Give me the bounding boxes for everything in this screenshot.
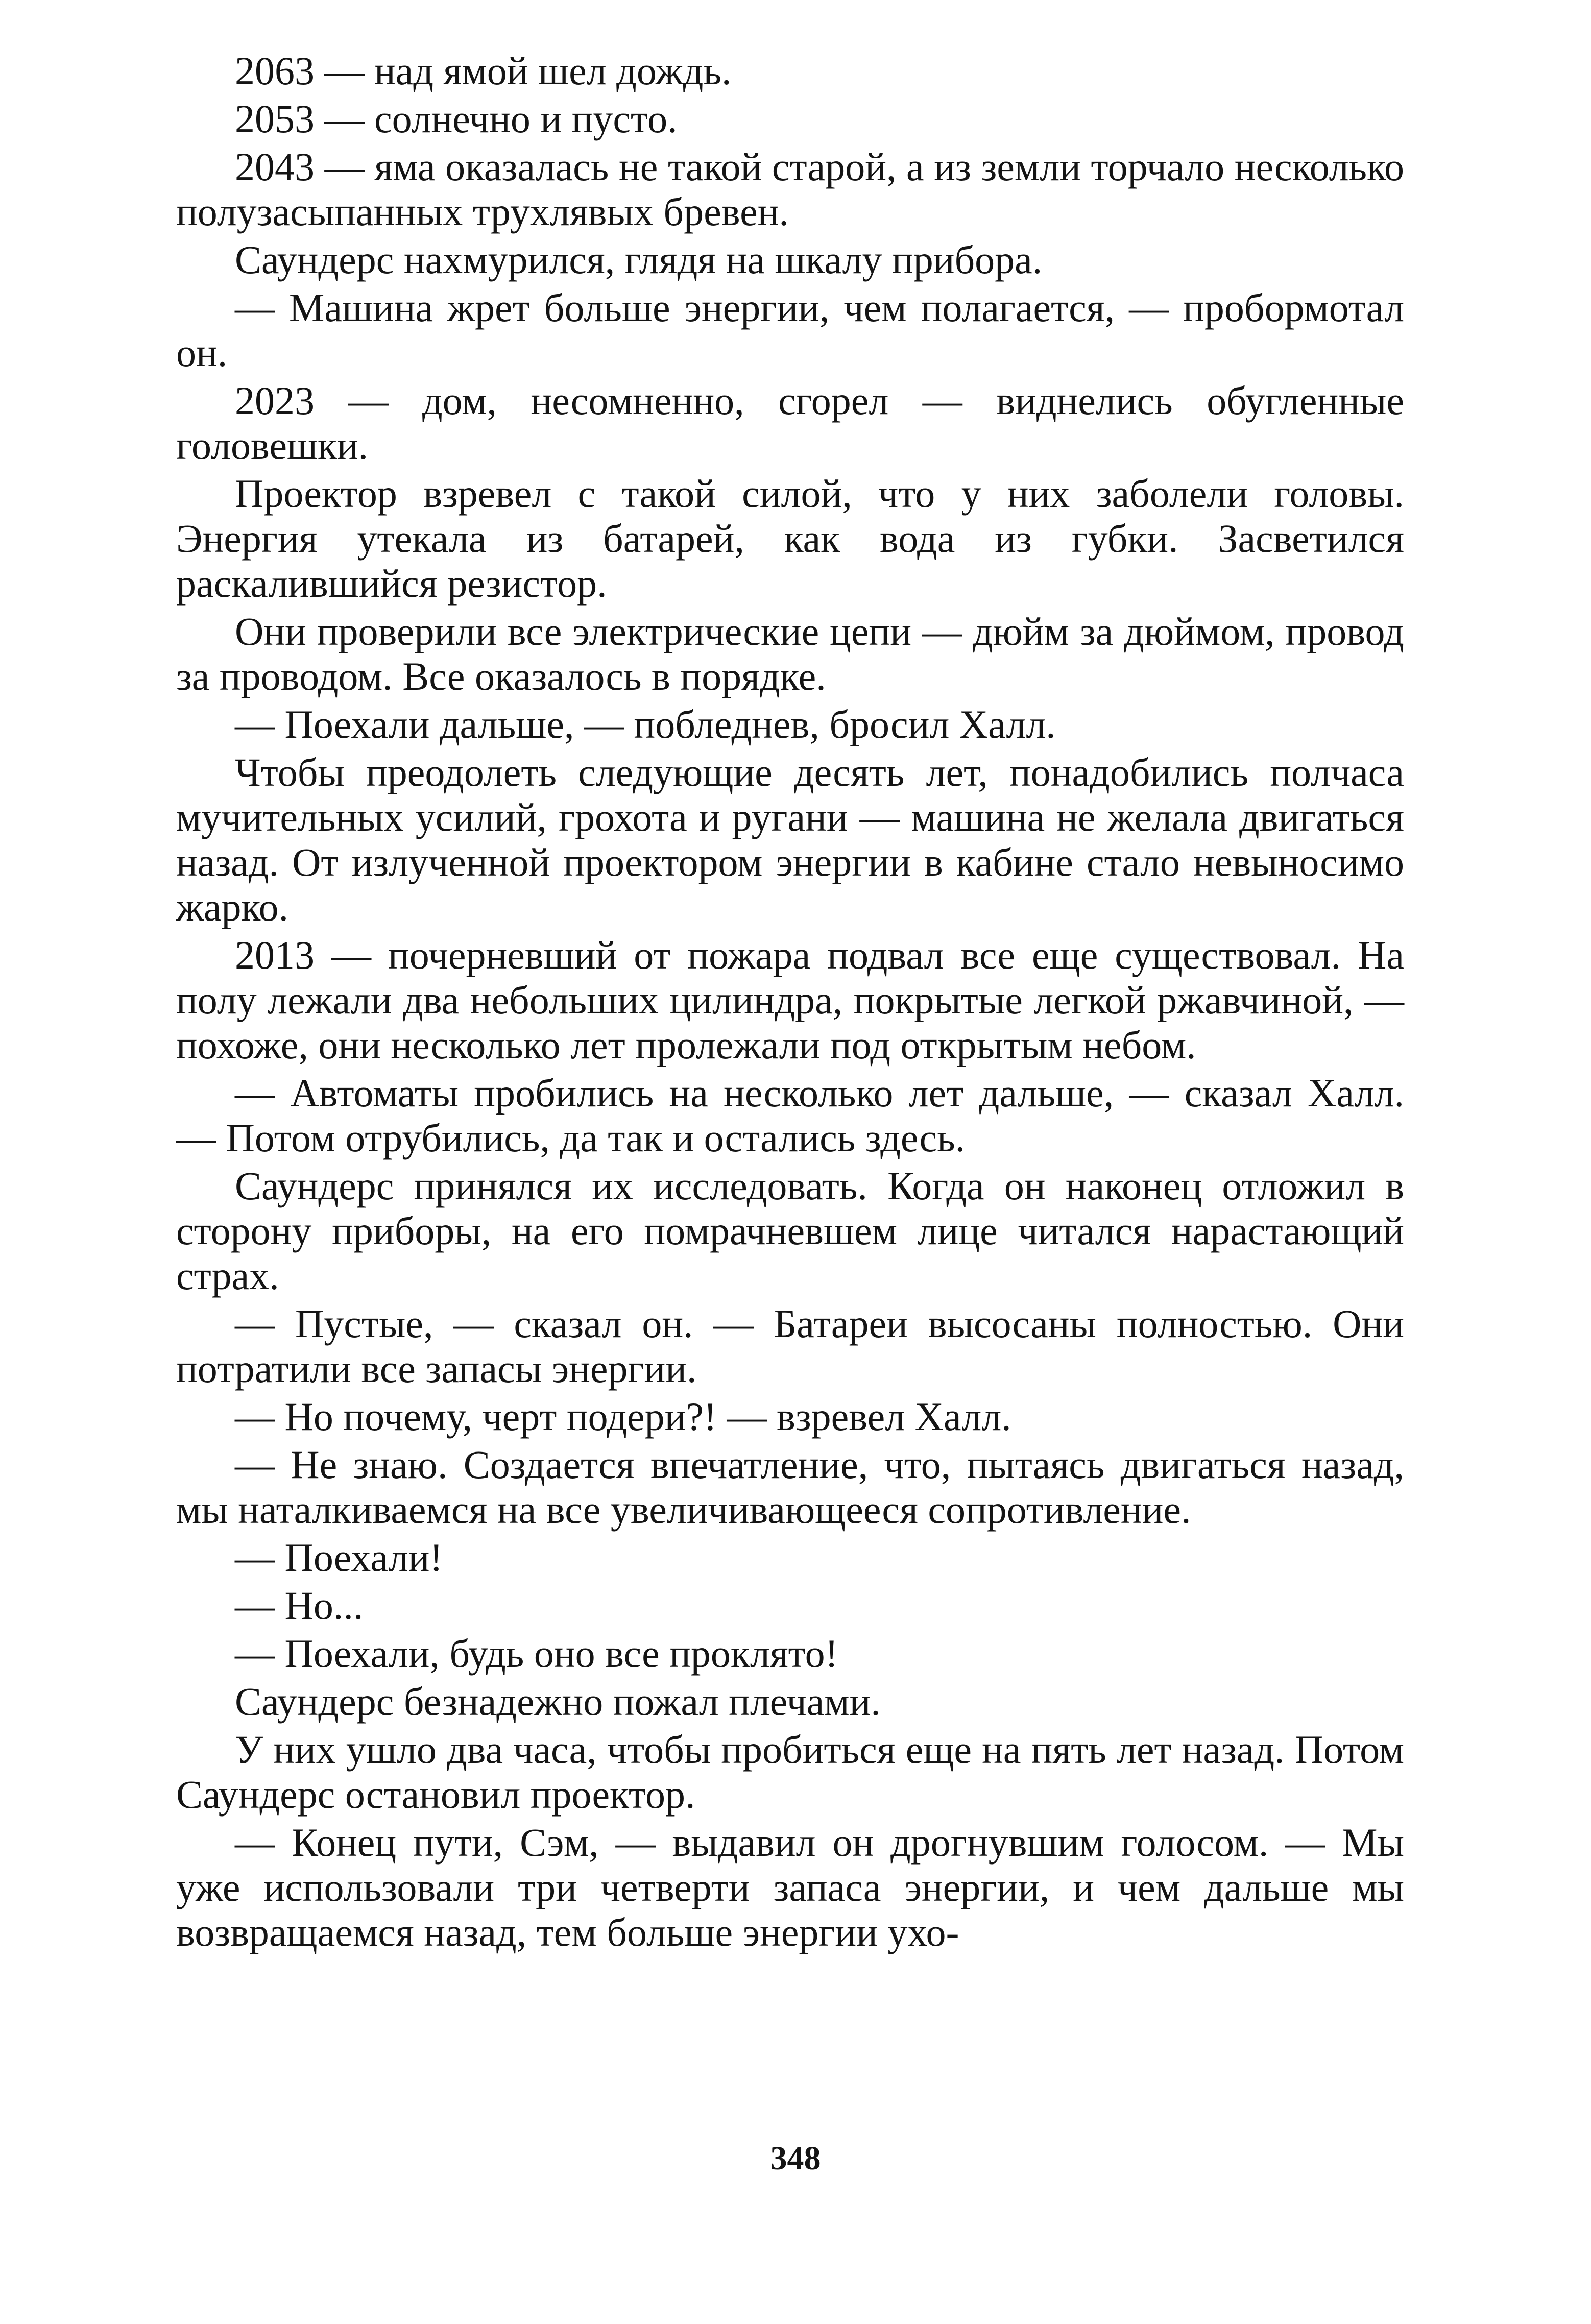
paragraph: Саундерс нахмурился, глядя на шкалу прибора. xyxy=(235,237,1043,282)
paragraph: Они проверили все электрические цепи — дюйм за дюймом, провод за проводом. Все оказалось в порядке. xyxy=(176,609,1404,698)
paragraph: У них ушло два часа, чтобы пробиться еще на пять лет назад. Потом Саундерс остановил проектор. xyxy=(176,1727,1404,1817)
paragraph: Саундерс безнадежно пожал плечами. xyxy=(235,1679,881,1724)
paragraph: — Поехали, будь оно все проклято! xyxy=(235,1631,838,1676)
paragraph: — Поехали дальше, — побледнев, бросил Халл. xyxy=(235,702,1056,746)
paragraph: — Автоматы пробились на несколько лет дальше, — сказал Халл. — Потом отрубились, да так и остались здесь. xyxy=(176,1071,1404,1160)
paragraph: 2053 — солнечно и пусто. xyxy=(235,96,678,141)
paragraph: 2013 — почерневший от пожара подвал все еще существовал. На полу лежали два небольших цилиндра, покрытые легкой ржавчиной, — похоже, они несколько лет пролежали под открытым небом. xyxy=(176,933,1404,1067)
paragraph: Проектор взревел с такой силой, что у них заболели головы. Энергия утекала из батарей, как вода из губки. Засветился раскалившийся резистор. xyxy=(176,471,1404,606)
paragraph: 2063 — над ямой шел дождь. xyxy=(235,49,732,93)
page-number: 348 xyxy=(770,2140,821,2177)
paragraph: 2023 — дом, несомненно, сгорел — виднелись обугленные головешки. xyxy=(176,378,1404,468)
paragraph: — Конец пути, Сэм, — выдавил он дрогнувшим голосом. — Мы уже использовали три четверти запаса энергии, и чем дальше мы возвращаемся назад, тем больше энергии ухо- xyxy=(176,1820,1404,1954)
body-text xyxy=(176,49,1404,1958)
paragraph: Чтобы преодолеть следующие десять лет, понадобились полчаса мучительных усилий, грохота и ругани — машина не желала двигаться назад. От излученной проектором энергии в кабине стало невыносимо жарко. xyxy=(176,750,1404,929)
paragraph: — Поехали! xyxy=(235,1535,443,1580)
paragraph: — Пустые, — сказал он. — Батареи высосаны полностью. Они потратили все запасы энергии. xyxy=(176,1301,1404,1391)
paragraph: — Не знаю. Создается впечатление, что, пытаясь двигаться назад, мы наталкиваемся на все увеличивающееся сопротивление. xyxy=(176,1442,1404,1532)
paragraph: 2043 — яма оказалась не такой старой, а из земли торчало несколько полузасыпанных трухлявых бревен. xyxy=(176,144,1404,234)
paragraph: — Но почему, черт подери?! — взревел Халл. xyxy=(235,1394,1011,1439)
paragraph: Саундерс принялся их исследовать. Когда он наконец отложил в сторону приборы, на его помрачневшем лице читался нарастающий страх. xyxy=(176,1164,1404,1298)
paragraph: — Машина жрет больше энергии, чем полагается, — пробормотал он. xyxy=(176,285,1404,375)
paragraph: — Но... xyxy=(235,1583,364,1628)
